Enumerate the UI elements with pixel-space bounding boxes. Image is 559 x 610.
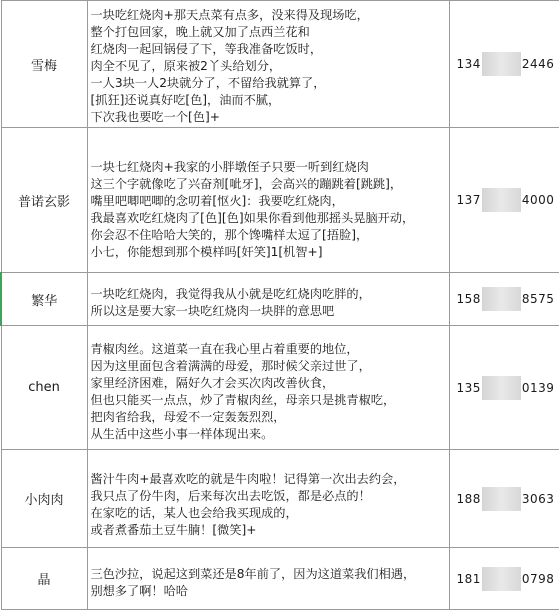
phone-suffix: 3063: [521, 491, 555, 506]
message-cell[interactable]: [87, 450, 449, 548]
message-line: 在家吃的话，某人也会给我买现成的，: [90, 505, 298, 520]
message-cell[interactable]: [87, 1, 449, 128]
commenter-name: 晶: [37, 573, 51, 588]
phone-cell[interactable]: [449, 548, 559, 610]
message-line: 一块吃红烧肉+那天点菜有点多，没来得及现场吃，: [90, 8, 369, 22]
message-line: 一块七红烧肉+我家的小胖墩侄子只要一听到红烧肉: [90, 160, 369, 174]
message-line: [抓狂]还说真好吃[色]，油而不腻，: [90, 93, 281, 107]
table-row[interactable]: [1, 128, 559, 273]
message-line: 整个打包回家，晚上就又加了点西兰花和: [90, 25, 310, 39]
table-row[interactable]: [1, 548, 559, 610]
message-cell[interactable]: [87, 273, 449, 326]
commenter-name: 繁华: [31, 293, 58, 309]
phone-prefix: 158: [456, 292, 481, 306]
message-line: 从生活中这些小事一样体现出来。: [90, 427, 274, 441]
message-line: 一人3块一人2块就分了，不留给我就算了，: [90, 76, 326, 90]
phone-redaction-mask: [482, 287, 521, 311]
phone-cell[interactable]: [449, 450, 559, 548]
phone-cell[interactable]: [449, 128, 559, 273]
name-cell[interactable]: [1, 1, 87, 128]
message-line: 因为这里面包含着满满的母爱，那时候父亲过世了，: [90, 359, 371, 373]
message-line: 一块吃红烧肉，我觉得我从小就是吃红烧肉吃胖的，: [90, 286, 371, 301]
phone-redaction-mask: [482, 376, 521, 400]
phone-suffix: 0139: [521, 380, 555, 395]
message-line: 红烧肉一起回锅侵了下，等我准备吃饭时，: [90, 42, 323, 56]
message-line: 或者煮番茄土豆牛腩！[微笑]+: [90, 522, 257, 537]
phone-redaction-mask: [482, 567, 521, 591]
message-line: 所以这是要大家一块吃红烧肉一块胖的意思吧: [90, 303, 335, 318]
phone-prefix: 188: [456, 491, 481, 506]
phone-prefix: 135: [456, 380, 481, 395]
phone-redaction-mask: [482, 487, 521, 511]
table-row[interactable]: [1, 326, 559, 450]
name-cell[interactable]: [1, 128, 87, 273]
message-line: 家里经济困难，隔好久才会买次肉改善伙食，: [90, 376, 335, 390]
phone-suffix: 0798: [521, 571, 555, 586]
message-line: 小七，你能想到那个模样吗[奸笑]1[机智+]: [90, 245, 323, 259]
phone-suffix: 2446: [521, 57, 555, 71]
table-row[interactable]: [1, 273, 559, 326]
message-cell[interactable]: [87, 548, 449, 610]
name-cell[interactable]: [1, 326, 87, 450]
phone-prefix: 181: [456, 571, 481, 586]
message-cell[interactable]: [87, 326, 449, 450]
message-line: 肉全不见了，原来被2丫头给划分，: [90, 59, 282, 73]
message-line: 你会忍不住哈哈大笑的，那个馋嘴样太逗了[捂脸]，: [90, 228, 369, 242]
commenter-name: 小肉肉: [24, 493, 64, 508]
phone-cell[interactable]: [449, 326, 559, 450]
message-line: 我只点了份牛肉，后来每次出去吃饭，都是必点的！: [90, 488, 371, 503]
phone-prefix: 137: [456, 193, 481, 207]
commenter-name: 雪梅: [30, 58, 57, 74]
phone-suffix: 4000: [521, 193, 555, 207]
phone-cell[interactable]: [449, 273, 559, 326]
name-cell[interactable]: [1, 450, 87, 548]
name-cell[interactable]: [1, 273, 87, 326]
message-line: 别想多了啊！哈哈: [90, 584, 188, 598]
table-row[interactable]: [1, 450, 559, 548]
phone-cell[interactable]: [449, 1, 559, 128]
message-line: 青椒肉丝。这道菜一直在我心里占着重要的地位，: [90, 342, 359, 356]
commenter-name: chen: [28, 380, 60, 395]
message-line: 我最喜欢吃红烧肉了[色][色]如果你看到他那摇头晃脑开动，: [90, 211, 415, 225]
message-line: 但也只能买一点点，炒了青椒肉丝，母亲只是挑青椒吃，: [90, 393, 396, 407]
message-line: 把肉省给我，母爱不一定轰轰烈烈，: [90, 410, 286, 424]
message-line: 三色沙拉，说起这到菜还是8年前了，因为这道菜我们相遇，: [90, 567, 416, 581]
message-line: 酱汁牛肉+最喜欢吃的就是牛肉啦！记得第一次出去约会，: [90, 471, 406, 486]
name-cell[interactable]: [1, 548, 87, 610]
message-cell[interactable]: [87, 128, 449, 273]
message-line: 这三个字就像吃了兴奋剂[呲牙]，会高兴的蹦跳着[跳跳]，: [90, 177, 403, 191]
table-row[interactable]: [1, 1, 559, 128]
message-line: 嘴里吧唧吧唧的念叨着[怄火]：我要吃红烧肉，: [90, 194, 344, 208]
message-line: 下次我也要吃一个[色]+: [90, 110, 220, 124]
phone-redaction-mask: [482, 188, 521, 212]
phone-redaction-mask: [482, 52, 521, 76]
phone-prefix: 134: [456, 57, 481, 71]
commenter-name: 普诺玄影: [17, 194, 70, 210]
phone-suffix: 8575: [521, 292, 555, 306]
